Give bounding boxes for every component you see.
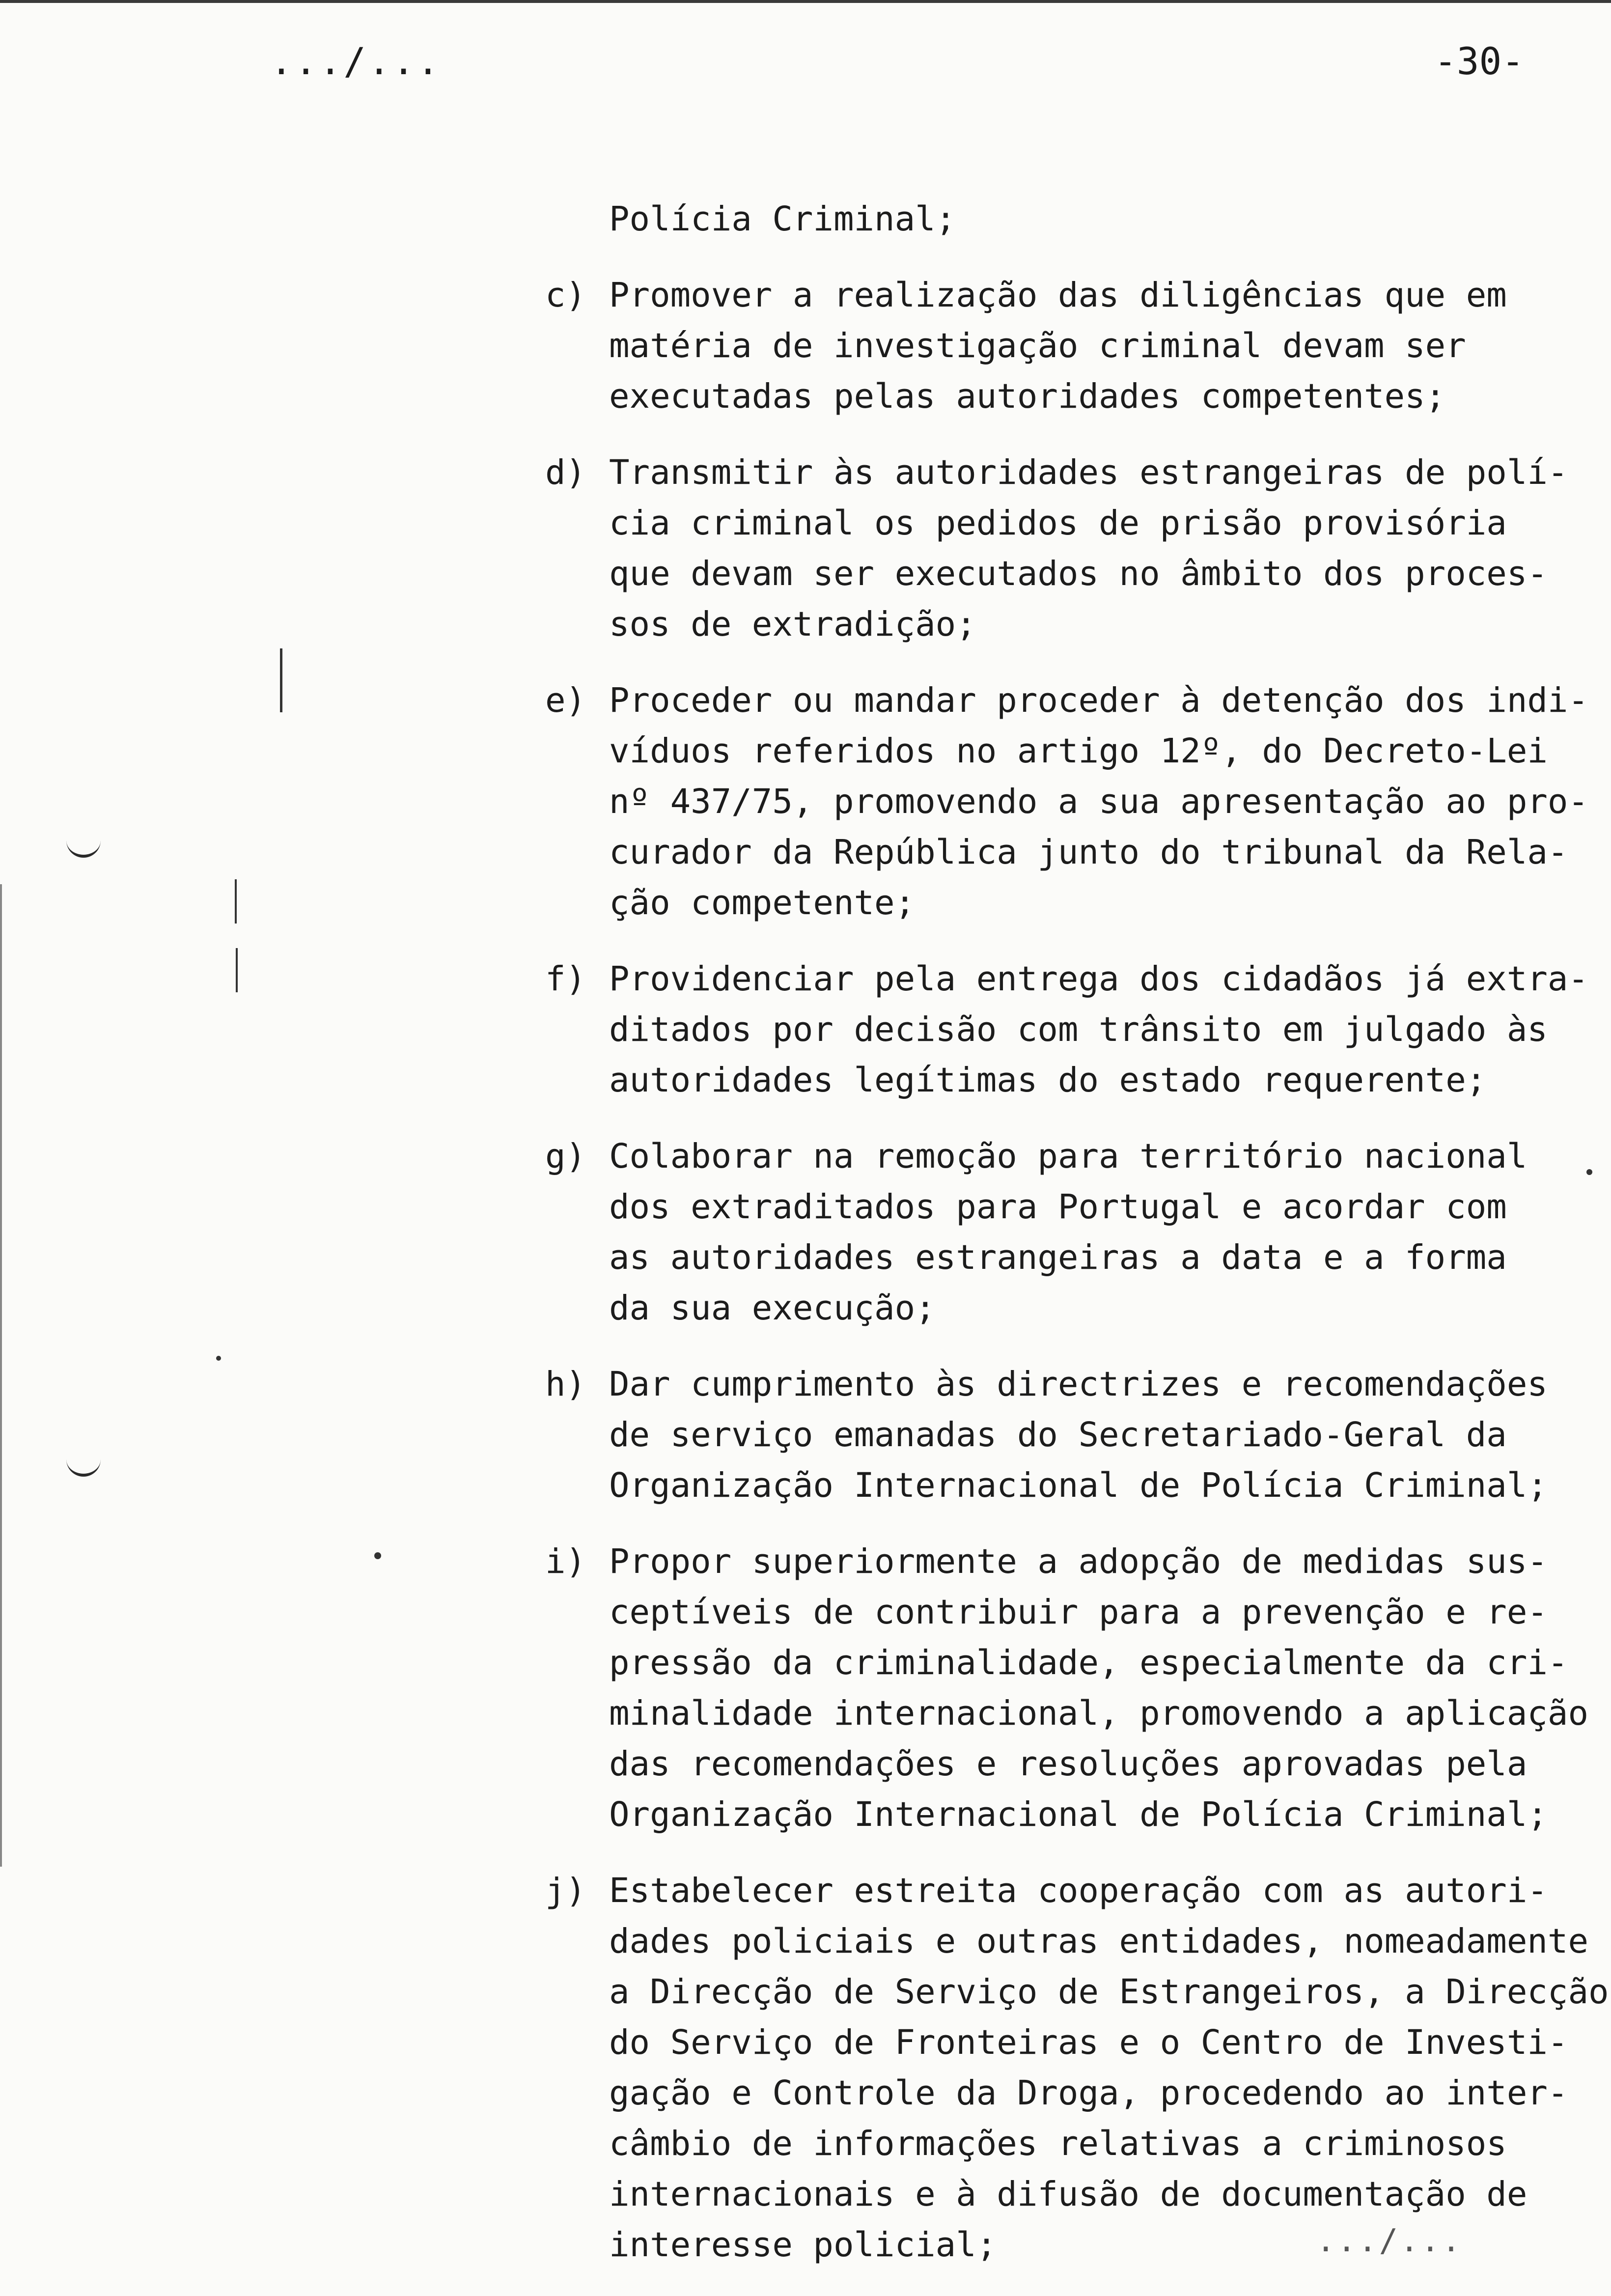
item-text-line: as autoridades estrangeiras a data e a forma <box>609 1238 1507 1277</box>
item-letter: f) <box>545 959 586 999</box>
page-number: -30- <box>1434 39 1525 83</box>
item-text-line: a Direcção de Serviço de Estrangeiros, a Direcção <box>609 1972 1609 2012</box>
item-text-line: Organização Internacional de Polícia Criminal; <box>609 1795 1548 1834</box>
list-item <box>545 448 1596 650</box>
item-text-line: Organização Internacional de Polícia Criminal; <box>609 1466 1548 1505</box>
item-text-line: dos extraditados para Portugal e acordar com <box>609 1187 1507 1227</box>
item-text-line: do Serviço de Fronteiras e o Centro de Investi- <box>609 2023 1568 2062</box>
item-text-line: Promover a realização das diligências que em <box>609 276 1507 315</box>
item-text-line: Estabelecer estreita cooperação com as autori- <box>609 1871 1548 1910</box>
item-letter: g) <box>545 1137 586 1176</box>
item-text-line: Proceder ou mandar proceder à detenção dos indi- <box>609 681 1588 720</box>
punch-mark <box>280 648 282 712</box>
item-text-line: Propor superiormente a adopção de medidas sus- <box>609 1542 1548 1581</box>
item-text-line: ceptíveis de contribuir para a prevenção e re- <box>609 1593 1548 1632</box>
continuation-mark-bottom: ..​./... <box>1316 2223 1463 2259</box>
punch-mark <box>235 879 237 924</box>
item-text-line: que devam ser executados no âmbito dos proces- <box>609 554 1548 593</box>
item-text-line: dades policiais e outras entidades, nomeadamente <box>609 1922 1588 1961</box>
item-text-line: internacionais e à difusão de documentação de <box>609 2175 1528 2214</box>
item-letter: h) <box>545 1365 586 1404</box>
item-text-line: Providenciar pela entrega dos cidadãos já extra- <box>609 959 1588 999</box>
item-text-line: autoridades legítimas do estado requerente; <box>609 1061 1487 1100</box>
item-text-line: de serviço emanadas do Secretariado-Geral da <box>609 1415 1507 1455</box>
lead-line: Polícia Criminal; <box>609 199 956 239</box>
item-text-line: Dar cumprimento às directrizes e recomendações <box>609 1365 1548 1404</box>
item-text-line: gação e Controle da Droga, procedendo ao inter- <box>609 2073 1568 2113</box>
item-text-line: das recomendações e resoluções aprovadas pela <box>609 1744 1528 1784</box>
list-item <box>545 1866 1609 2270</box>
list-item <box>545 954 1596 1106</box>
item-letter: i) <box>545 1542 586 1581</box>
binder-arc <box>66 835 101 858</box>
item-text-line: cia criminal os pedidos de prisão provisória <box>609 504 1507 543</box>
item-text-line: matéria de investigação criminal devam ser <box>609 326 1466 365</box>
item-text-line: executadas pelas autoridades competentes; <box>609 377 1446 416</box>
list-item <box>545 1131 1596 1334</box>
item-letter: c) <box>545 276 586 315</box>
punch-mark <box>236 948 238 992</box>
document-body <box>545 194 1609 2296</box>
item-text-line: Transmitir às autoridades estrangeiras de polí- <box>609 453 1568 492</box>
left-margin-line <box>0 884 2 1867</box>
item-letter: e) <box>545 681 586 720</box>
speck <box>216 1356 221 1361</box>
item-text-line: víduos referidos no artigo 12º, do Decreto-Lei <box>609 731 1548 771</box>
list-item <box>545 675 1596 928</box>
speck <box>374 1552 381 1559</box>
item-text-line: da sua execução; <box>609 1288 936 1328</box>
item-text-line: nº 437/75, promovendo a sua apresentação ao pro- <box>609 782 1588 821</box>
item-text-line: curador da República junto do tribunal da Rela- <box>609 833 1568 872</box>
top-rule <box>0 0 1611 3</box>
item-letter: j) <box>545 1871 586 1910</box>
list-item <box>545 1359 1596 1511</box>
item-text-line: sos de extradição; <box>609 605 976 644</box>
item-text-line: ditados por decisão com trânsito em julgado às <box>609 1010 1548 1049</box>
item-text-line: Colaborar na remoção para território nacional <box>609 1137 1528 1176</box>
list-item <box>545 270 1596 422</box>
item-text-line: minalidade internacional, promovendo a aplicação <box>609 1694 1588 1733</box>
list-item <box>545 1537 1596 1840</box>
item-letter: d) <box>545 453 586 492</box>
item-text-line: câmbio de informações relativas a criminosos <box>609 2124 1507 2163</box>
binder-arc <box>66 1454 101 1477</box>
item-list <box>545 270 1609 2270</box>
item-text-line: pressão da criminalidade, especialmente da cri- <box>609 1643 1568 1682</box>
item-text-line: ção competente; <box>609 883 916 923</box>
continuation-mark-top: ..​./... <box>270 39 442 83</box>
item-text-line: interesse policial; <box>609 2225 997 2265</box>
